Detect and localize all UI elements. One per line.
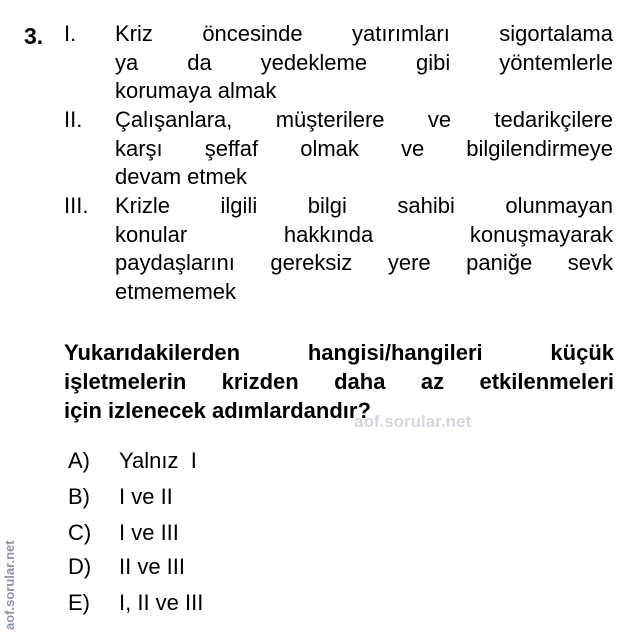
option-label: A) (68, 448, 90, 473)
roman-numeral: I. (64, 21, 77, 46)
option-label: E) (68, 590, 90, 615)
statement-line: Çalışanlara, müşterilere ve tedarikçilere (115, 107, 613, 132)
statement-text (115, 20, 613, 106)
statement-line: Kriz öncesinde yatırımları sigortalama (115, 21, 613, 46)
statement-line: konular hakkında konuşmayarak (115, 221, 613, 247)
statement-line: Krizle ilgili bilgi sahibi olunmayan (115, 193, 613, 218)
stem-line: Yukarıdakilerden hangisi/hangileri küçük (64, 340, 614, 365)
statement-text (115, 192, 613, 306)
stem-line: için izlenecek adımlardandır? (64, 398, 371, 423)
statement-line: paydaşlarını gereksiz yere paniğe sevk (115, 250, 613, 275)
question-number: 3. (24, 23, 44, 49)
statement-line: devam etmek (115, 164, 248, 189)
roman-numeral: III. (64, 193, 89, 218)
statement-line: ya da yedekleme gibi yöntemlerle (115, 49, 613, 75)
question-stem (64, 338, 614, 425)
statement-line: etmememek (115, 278, 237, 304)
option-label: B) (68, 484, 90, 509)
option-label: C) (68, 520, 92, 545)
option-text: I ve II (119, 484, 173, 509)
option-text: Yalnız I (119, 448, 197, 473)
option-text: I ve III (119, 520, 179, 545)
statement-text (115, 106, 613, 192)
stem-line: işletmelerin krizden daha az etkilenmeleri (64, 369, 614, 394)
statement-line: karşı şeffaf olmak ve bilgilendirmeye (115, 135, 613, 161)
roman-numeral: II. (64, 107, 83, 132)
option-text: I, II ve III (119, 590, 204, 615)
option-text: II ve III (119, 554, 186, 579)
option-label: D) (68, 554, 92, 579)
statement-line: korumaya almak (115, 78, 277, 103)
watermark-center: aof.sorular.net (354, 412, 472, 431)
watermark-side: aof.sorular.net (2, 540, 17, 630)
